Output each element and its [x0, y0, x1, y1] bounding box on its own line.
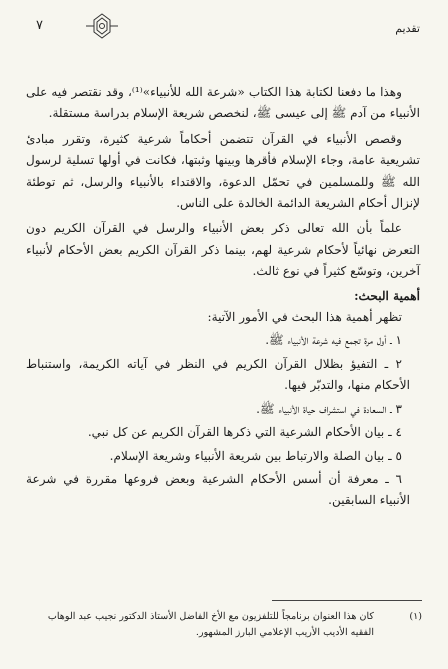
list-item: ٢ ـ التفيؤ بظلال القرآن الكريم في النظر في آياته الكريمة، واستنباط الأحكام منها، والتدبّر فيها. — [26, 356, 410, 393]
running-header-title: تقديم — [395, 22, 420, 35]
list-item: ٥ ـ بيان الصلة والارتباط بين شريعة الأنبياء وشريعة الإسلام. — [109, 448, 402, 463]
footnote-text: كان هذا العنوان برنامجاً للتلفزيون مع الأخ الفاضل الأستاذ الدكتور نجيب عبد الوهاب الفقيه الأديب الأريب الإعلامي البارز المشهور. — [47, 611, 374, 638]
list-item: ٣ ـ السعادة في استشراف حياة الأنبياء ﷺ. — [256, 401, 402, 416]
main-text — [26, 82, 420, 512]
list-item: ٦ ـ معرفة أن أسس الأحكام الشرعية وبعض فروعها مقررة في شرعة الأنبياء السابقين. — [26, 471, 410, 508]
paragraph-2: وقصص الأنبياء في القرآن تتضمن أحكاماً شرعية كثيرة، وتقرر مبادئ تشريعية عامة، وجاء الإسلام فأقرها وبينها وثبتها، فكانت في أولها تسلية لرسول الله ﷺ وللمسلمين في تحمّل الدعوة، والاقتداء بالأنبياء والرسل، ثم توطئة لإنزال أحكام الشريعة الدائمة الخالدة على الناس. — [26, 131, 420, 211]
page-ornament-icon — [83, 12, 121, 40]
section-heading: أهمية البحث: — [354, 288, 420, 303]
footnote-divider — [272, 600, 422, 601]
list-item: ١ ـ أول مرة تجمع فيه شرعة الأنبياء ﷺ. — [265, 333, 402, 348]
section-intro: تظهر أهمية هذا البحث في الأمور الآتية: — [207, 310, 402, 325]
page-number: ٧ — [36, 18, 43, 33]
list-item: ٤ ـ بيان الأحكام الشرعية التي ذكرها القرآن الكريم عن كل نبي. — [87, 425, 402, 440]
footnote — [24, 609, 422, 641]
paragraph-1: وهذا ما دفعنا لكتابة هذا الكتاب «شرعة الله للأنبياء»⁽¹⁾، وقد نقتصر فيه على الأنبياء من آدم ﷺ إلى عيسى ﷺ، لنخصص شريعة الإسلام بدراسة مستقلة. — [26, 85, 420, 121]
footnote-marker: (١) — [409, 611, 422, 622]
paragraph-3: علماً بأن الله تعالى ذكر بعض الأنبياء والرسل في القرآن الكريم دون التعرض نهائياً لأحكام شرعية لهم، بينما ذكر القرآن الكريم بعض الأحكام لأنبياء آخرين، وتوسّع كثيراً في نوع ثالث. — [26, 221, 420, 279]
